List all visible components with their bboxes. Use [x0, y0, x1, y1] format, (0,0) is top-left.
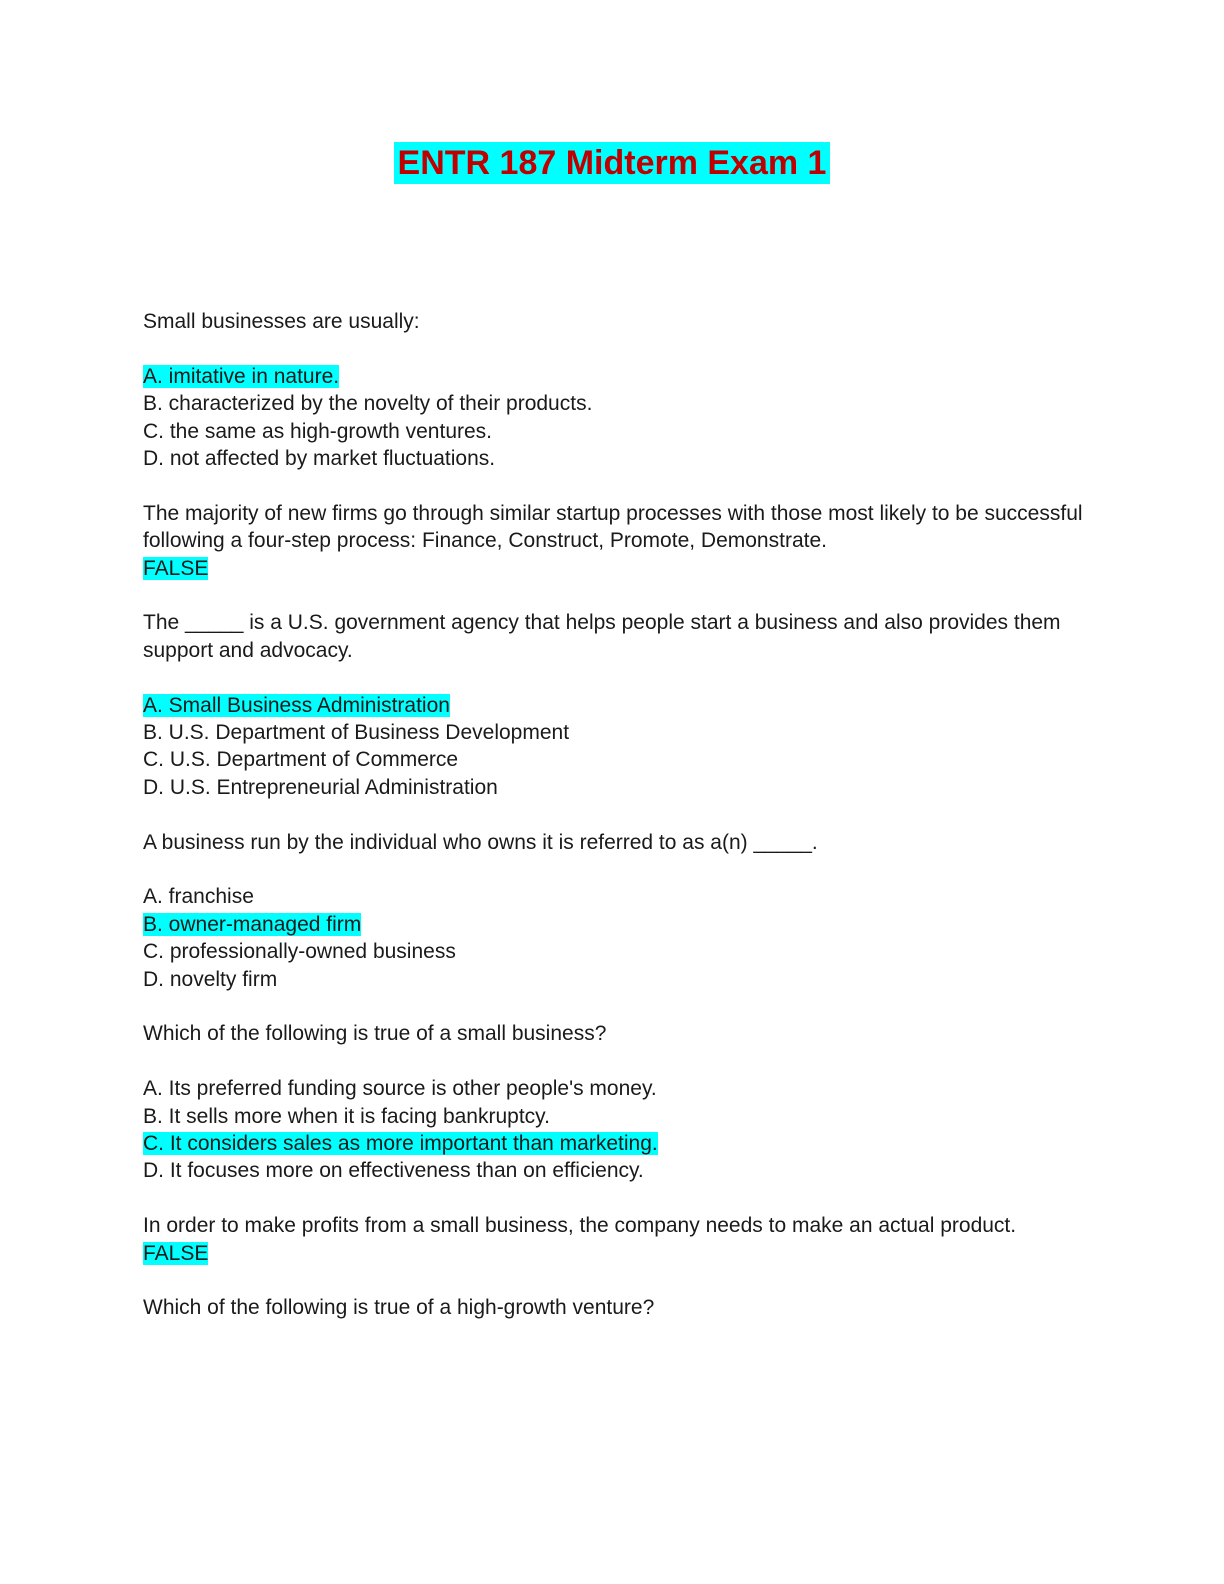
answer-option: C. professionally-owned business	[143, 940, 456, 964]
question-prompt: Which of the following is true of a high-growth venture?	[143, 1296, 655, 1320]
answer-option: D. It focuses more on effectiveness than on efficiency.	[143, 1159, 644, 1183]
answer-option	[143, 555, 1083, 582]
question-prompt: Small businesses are usually:	[143, 310, 420, 333]
correct-answer-highlight: FALSE	[143, 1241, 209, 1265]
correct-answer-highlight: A. imitative in nature.	[143, 364, 340, 388]
correct-answer-highlight: B. owner-managed firm	[143, 912, 362, 936]
page-title: ENTR 187 Midterm Exam 1	[394, 142, 831, 184]
correct-answer-highlight: FALSE	[143, 556, 209, 580]
answer-option	[143, 692, 1083, 719]
spacer	[143, 664, 1083, 691]
question-prompt: The majority of new firms go through similar startup processes with those most likely to be successful following a four-step process: Finance, Construct, Promote, Demonstrate.	[143, 501, 1083, 553]
question-prompt: The _____ is a U.S. government agency that helps people start a business and also provides them support and advocacy.	[143, 611, 1061, 662]
spacer	[143, 993, 1083, 1020]
spacer	[143, 335, 1083, 362]
answer-option: C. U.S. Department of Commerce	[143, 748, 459, 772]
answer-option	[143, 1240, 1083, 1267]
answer-option: D. U.S. Entrepreneurial Administration	[143, 775, 498, 799]
question-list	[143, 308, 1083, 1322]
answer-option: A. franchise	[143, 885, 254, 909]
title-container	[0, 142, 1224, 184]
question-prompt: A business run by the individual who owns it is referred to as a(n) _____.	[143, 830, 818, 854]
spacer	[143, 1048, 1083, 1075]
answer-option: D. novelty firm	[143, 967, 278, 991]
correct-answer-highlight: A. Small Business Administration	[143, 693, 450, 717]
spacer	[143, 582, 1083, 609]
question-prompt: Which of the following is true of a small business?	[143, 1022, 607, 1046]
spacer	[143, 1267, 1083, 1294]
answer-option	[143, 1130, 1083, 1157]
answer-option: B. characterized by the novelty of their products.	[143, 392, 593, 416]
answer-option: B. U.S. Department of Business Development	[143, 721, 570, 745]
spacer	[143, 856, 1083, 883]
answer-option: A. Its preferred funding source is other people's money.	[143, 1077, 657, 1101]
question-prompt: In order to make profits from a small business, the company needs to make an actual product.	[143, 1214, 1017, 1238]
correct-answer-highlight: C. It considers sales as more important than marketing.	[143, 1132, 658, 1156]
spacer	[143, 472, 1083, 499]
spacer	[143, 1185, 1083, 1212]
answer-option: D. not affected by market fluctuations.	[143, 447, 496, 471]
answer-option: C. the same as high-growth ventures.	[143, 419, 493, 443]
spacer	[143, 801, 1083, 828]
answer-option: B. It sells more when it is facing bankruptcy.	[143, 1104, 550, 1128]
answer-option	[143, 911, 1083, 938]
answer-option	[143, 363, 1083, 390]
